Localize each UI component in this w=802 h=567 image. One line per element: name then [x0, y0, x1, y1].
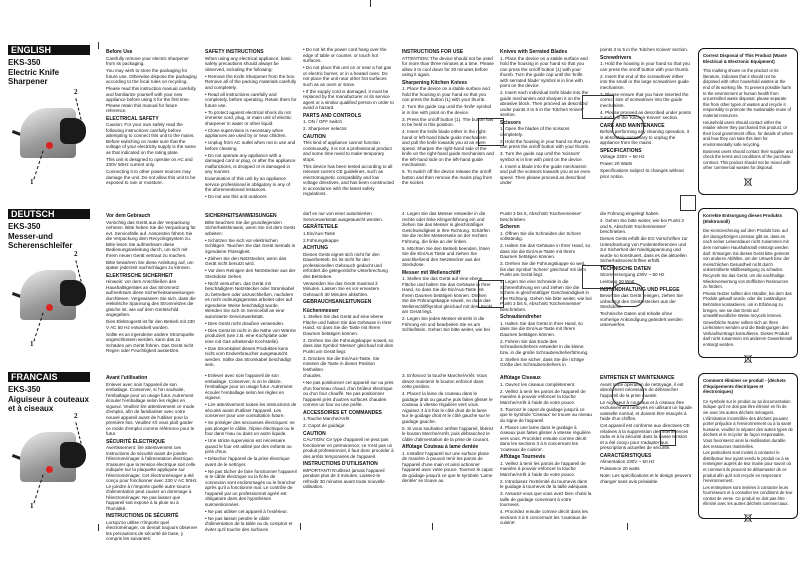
section-heading: Scheren — [500, 224, 520, 230]
fold-mark — [300, 523, 301, 530]
usage-illustration — [660, 430, 676, 446]
fold-mark — [432, 523, 433, 530]
section-heading: PARTS AND CONTROLS — [303, 112, 362, 119]
section-heading: Vor dem Gebrauch — [106, 213, 151, 219]
paragraph: 3. Drücken Sie die Ein/Aus-Taste. Sie müssen die Taste in dieser Position festhalten. — [303, 355, 380, 372]
disposal-notice — [698, 208, 798, 358]
section-heading: Affûtage Ciseaux — [500, 375, 541, 381]
paragraph: Punkt 3 bis 5, Abschnitt 'Küchenmesser' beschrieben. — [500, 211, 582, 222]
paragraph: 1. Stellen Sie das Gerät auf eine ebene Fläche und halten Sie das Gehäuse in Ihrer Hand, so dass Sie die Ein/Aus-Taste mit Ihrem Daumen betätigen können. Drehen Sie die Führungskappe soweit, so dass das Wellenschliffsymbol gleichauf mit dem Punkt am Gerät liegt. — [402, 276, 493, 314]
section-heading: ACHTUNG — [303, 245, 328, 251]
paragraph: • Do not operate any appliance with a damaged cord or plug, or after the appliance malfunctions, is dropped or is damaged in any manner. — [205, 152, 296, 174]
paragraph: 2. Legen Sie jedes Messer einzeln in die Führung ein und bearbeiten Sie es am Schleifstein. Gehen Sie bitte weiter, wie bei — [402, 316, 490, 332]
screwdriver-guide-illustration — [612, 283, 644, 307]
section-heading: TECHNISCHE DATEN — [600, 265, 651, 272]
crossed-bin-icon — [743, 513, 753, 523]
language-header: DEUTSCH — [8, 209, 90, 219]
fold-mark — [98, 524, 99, 531]
text-column — [205, 47, 297, 207]
model-number: EKS-350 — [8, 58, 41, 67]
paragraph: 1.Touche Marche/Arrêt — [303, 416, 350, 421]
paragraph: Die Kennzeichnung auf dem Produkt bzw. auf der dazugehörigen Literatur gibt an, dass es nach seiner Lebensdauer nicht zusammen mit dem normalen Haushaltsmüll entsorgt werden darf. Entsorgen Sie dieses Gerät bitte getrennt von anderen Abfällen, um der Umwelt bzw. der menschlichen Gesundheit nicht durch unkontrollierte Müllbeseitigung zu schaden. Recyceln Sie das Gerät, um die nachhaltige Wiederverwertung von stofflichen Ressourcen zu fördern. — [703, 228, 790, 290]
on-off-switch — [46, 142, 53, 149]
product-image — [12, 412, 97, 512]
paragraph: 3. Assurez-vous que vous avez bien choisi la taille de guidage convenant à votre tournevis. — [500, 491, 592, 507]
language-header: ENGLISH — [8, 45, 90, 55]
paragraph: Sollte es an irgendeine andere Stromquelle angeschlossen werden, kann das zu Schäden am Gerät führen. Das Gerät nicht Regen oder Feuchtigkeit aussetzen. — [106, 331, 195, 353]
paragraph: Gewerbliche Nutzer sollten sich an Ihren Lieferanten wenden und die Bedingungen des Verkaufsvertrags konsultieren. Dieses Produkt darf nicht zusammen mit anderem Gewerbemüll entsorgt werden. — [703, 319, 793, 348]
paragraph: 5. Möchten Sie den Betrieb beenden, lösen Sie die Ein/Aus Taste und ziehen Sie anschließend den Netzstecker aus der Steckdose. — [402, 245, 491, 267]
leader-line — [75, 98, 81, 120]
paragraph: • Dies Gerät nicht draußen verwenden. — [205, 320, 285, 326]
section-heading: GERÄTETEILE — [303, 224, 339, 230]
paragraph: Dieses Gerät eignet sich nicht für den Dauerbetrieb. Es ist nicht für den professionellen Gebrauch gedacht und erfordert die gelegentliche Unterbrechung des Betriebes. — [303, 251, 388, 279]
sharpener-selector — [60, 442, 86, 468]
paragraph: 2. Introduisez l'extrémité du tournevis dans le guidage à tournevis de la taille adéquate. — [500, 478, 589, 489]
paragraph: • Do not place this unit on or near a hot gas or electric burner, or in a heated oven. Do not place the unit near other hot surfaces such as an oven or stove. — [303, 65, 392, 87]
usage-illustration — [582, 265, 614, 289]
paragraph: 1. Veillez à tenir les parois de l'appareil de manière à pouvoir enfoncer la touche Marche/Arrêt à l'aide de votre pouce. — [500, 460, 586, 477]
text-column — [303, 47, 395, 207]
paragraph: Avant toute opération de nettoyage, il est absolument nécessaire de débrancher l'appareil de la prise murale. — [600, 381, 684, 398]
section-heading: SAFETY INSTRUCTIONS — [205, 49, 264, 55]
callout-label: 2 — [74, 250, 78, 258]
paragraph: 3. Press the on/off button (1). The button has to be held in this position. — [402, 116, 494, 127]
text-column — [402, 373, 494, 483]
section-heading: Avant l'utilisation — [106, 375, 148, 381]
paragraph: Cet appareil est conforme aux directives CE relatives à la suppression des interférences radio et à la sécurité dans la basse tension et a été conçu pour s'adapter aux prescriptions actuelles de sécurité. — [600, 423, 690, 450]
section-heading: CARACTÉRISTIQUES — [600, 452, 652, 459]
paragraph: 2. Führen Sie das Ende des Schraubendrehers entweder in die kleine bzw. in die große Schraubendreherführung. — [500, 338, 589, 355]
paragraph: 1. ON / OFF switch — [303, 119, 343, 124]
paragraph: Enlever avec soin l'appareil de son emballage. Conserver, si l'on souhaite, l'emballage pour un usage futur. Autrement écouler l'emballage selon les règles en vigueur. Veuillez lire attentivement ce mode d'emploi, afin de familiariser avec votre nouvel appareil avant de l'utiliser pour la première fois. Veuillez s'il vous plaît garder ce mode d'emploi comme référence pour le futur. — [106, 381, 195, 436]
paragraph: • Enlever avec soin l'appareil de son emballage. Conserver, si on le désire, l'emballage pour un usage futur. Autrement écouler l'emballage selon les règles en vigueur. — [205, 373, 293, 400]
section-heading: INSTANDHALTUNG UND PFLEGE — [600, 286, 680, 293]
section-heading: SICHERHEITSANWEISUNGEN — [205, 213, 277, 219]
paragraph: 4. Please proceed as described under points 3 and 5 in the 'Kitchen Knives' section. — [600, 109, 691, 120]
leader-line — [75, 422, 81, 444]
paragraph: 1. Place the device on a stable surface and hold the housing in your hand so that you can press the button (1) with your thumb. — [402, 86, 490, 102]
paragraph: 2.Führungskappe — [303, 237, 339, 243]
text-column — [303, 373, 395, 489]
paragraph: Lorsqu'on utilise n'importe quel électroménager, on devrait toujours observer les précautions de sécurité de base, y compris les suivantes: — [106, 519, 198, 541]
section-heading: Sharpening Kitchen Knives — [402, 79, 468, 86]
paragraph: 3. Stellen Sie sicher, dass Sie die richtige Größe des Schraubendrehers in — [500, 356, 585, 367]
paragraph: • Do not let the power cord hang over the edge of table or counter, or touch hot surfaces. — [303, 47, 387, 63]
fold-mark — [370, 0, 371, 7]
paragraph: 4. Legen Sie eine Schneide in die Scherenführung ein und ziehen Sie die Schere in gleichmäßiger Geschwindigkeit in Ihre Richtung. Gehen Sie bitte weiter, wie bei Punkt 3 bis 5, Abschnitt 'Küchenmesser' beschrieben. — [500, 279, 592, 312]
paragraph: • Se protéger des secousses électriques: ne pas plonger le câble, l'épine électrique ou le four dans l'eau ou dans un autre liquide. — [205, 420, 295, 436]
paragraph: • If the supply cord is damaged, it must be replaced by the manufacturer or its service agent or a similar qualified person in order to avoid a hazard. — [303, 88, 394, 110]
usage-illustration — [582, 95, 614, 119]
product-image — [12, 250, 97, 350]
paragraph: 4. Insert a blade into the guide mechanism and pull the scissors towards you at an even speed. Then please proceed as described under — [500, 163, 591, 185]
text-column — [106, 373, 198, 541]
text-column — [106, 211, 198, 371]
disposal-title: Comment éliminer ce produit - (déchets d'équipements électriques et électroniques) — [703, 378, 786, 395]
paragraph: Business users should contact their supplier and check the terms and conditions of the purchase contract. This product should not be mixed with other commercial wastes for disposal. — [703, 148, 793, 171]
section-heading: Küchenmesser — [303, 307, 339, 314]
paragraph: 1. Stellen Sie das Gerät auf eine ebene Fläche und halten Sie das Gehäuse in Ihrer Hand, so dass Sie die Taste mit Ihrem Daumen betätigen können. — [303, 314, 392, 336]
section-heading: INSTRUCTIONS D'UTILISATION — [303, 461, 378, 467]
paragraph: Dies Elektrogerät ist für den Betrieb mit 230 V AC 50 Hz entwickelt worden. — [106, 319, 195, 330]
section-heading: CAUTION — [303, 133, 326, 140]
section-heading: Messer mit Wellenschliff — [402, 269, 461, 276]
paragraph: Technische Daten und Inhalte ohne vorherige Ankündigung geändert werden unterwerfen. — [600, 311, 683, 327]
paragraph: • Remove the Knife Sharpener from the box. Remove all of the packing materials carefully and completely. — [205, 73, 297, 90]
paragraph: Le Aiguiseur à couteaux et à ciseaux être exclusivement nettoyés en utilisant un liquide vaisselle normal, et doivent être essuyés à l'aide d'un chiffon. — [600, 399, 692, 421]
callout-label: 2 — [74, 412, 78, 420]
paragraph: IMPORTANT! N'utilisez jamais l'appareil pendant plus de 3 minutes. Laissez-le refroidir 30 minutes avant toute nouvelle utilisation. — [303, 467, 385, 489]
paragraph: chaudes. — [303, 373, 322, 378]
usage-illustration — [478, 118, 504, 146]
disposal-notice — [698, 373, 798, 519]
section-heading: Screwdrivers — [600, 54, 632, 61]
paragraph: darf es nur von einer autorisierten Servicewerkstatt ausgetauscht werden. — [303, 211, 383, 222]
paragraph: • Ne pas laisser pendre le câble d'alimentation de la table ou du comptoir et éviter qu'il touche des surfaces — [205, 515, 293, 532]
paragraph: Ce symbole sur le produit ou sa documentation indique qu'il ne doit pas être éliminé en fin de vie avec les autres déchets ménagers. L'élimination incontrôlée des déchets pouvant porter préjudice à l'environnement ou à la santé humaine, veuillez le séparer des autres types de déchets et le recycler de façon responsable. Vous favoriserez ainsi la réutilisation durable des ressources matérielles. — [703, 398, 793, 449]
paragraph: • Dies Gerät ist nicht in die Nähe von Wärme produziert (wie z.B. eine Kochplatte oder eine mit Gas arbeitende Kochstelle). — [205, 327, 296, 344]
paragraph: Bitte beachten Sie die grundlegenden Sicherheitshinweis, wenn Sie mit dem Gerät arbeiten: — [205, 219, 295, 236]
section-heading: Affûtage Tournevis — [500, 454, 546, 460]
paragraph: • Nicht versuchen, das Gerät mit beschädigtem Netzstecker oder Stromkabel zu betreiben oder anzuschließen, nachdem es nicht ordnungsgemäss arbeitet oder auf irgendeine Weise beschädigt wurde. Wenden Sie sich im Servicefall an eine autorisierte Servicewerkstatt. — [205, 280, 295, 319]
section-heading: Affûtage Couteau à lame dentée — [402, 444, 479, 450]
paragraph: Power 20 Watts — [600, 161, 633, 166]
paragraph: 5. To switch off the device release the on/off button and then remove the mains plug from the socket. — [402, 169, 493, 185]
paragraph: 3. Please ensure that you have inserted the correct size of screwdriver into the guide mechanism. — [600, 91, 689, 108]
paragraph: This unit is designed to operate on AC and 230V 50Hz current only. — [106, 156, 193, 167]
paragraph: Verwenden Sie das Gerät maximal 3 Minuten. Lassen Sie es vor erneutem Gebrauch 30 Minuten abkühlen. — [303, 280, 380, 297]
paragraph: Les entreprises sont invitées à contacter leurs fournisseurs et à consulter les conditions de leur contrat de vente. Ce produit ne doit pas être éliminé avec les autres déchets commerciaux. — [703, 484, 793, 507]
on-off-switch — [46, 466, 53, 473]
text-column — [500, 373, 592, 525]
paragraph: Stromversorgung 230V ~ 50 Hz — [600, 272, 665, 277]
paragraph: 2. Capot de guidage — [303, 423, 345, 428]
paragraph: Before performing any cleaning operation, it is absolutely necessary to unplug the appliance from the mains. — [600, 129, 690, 145]
text-column — [205, 211, 297, 371]
section-heading: GEBRAUCHSANLEITUNGEN — [303, 299, 372, 305]
paragraph: When using any electrical appliance, basic safety precautions should always be observed, including the following: — [205, 55, 292, 72]
paragraph: Hinweis: vor dem Anschließen des Haushaltsgerätes an das Stromnetz aufmerksam diese Sicherheitsanweisungen durchlesen. Vergewissern Sie sich, dass die elektrische Spannung des Stromnetzes die gleiche ist, wie auf dem Gerätschild angegeben. — [106, 279, 196, 317]
sharpener-selector — [60, 118, 86, 144]
paragraph: 4. Procédez ensuite comme décrit dans les sections 3 à 5 concernant les 'couteaux de cuisine'. — [500, 509, 588, 525]
paragraph: Leistung 20 Watt — [600, 279, 635, 284]
paragraph: 2. Halten Sie das Gehäuse in Ihrer Hand, so dass Sie die Ein/Aus-Taste mit Ihrem Daumen betätigen können. — [500, 243, 591, 259]
paragraph: 3. Tournez le capot de guidage jusqu'à ce que le symbole 'Ciseaux' se trouve au niveau du signe de l'appareil. — [500, 406, 592, 423]
paragraph: 4. Insert the knife blade either in the right-hand or left-hand blade guide mechanism and pull the knife towards you at an even speed. Sharpen the right-hand side of the knife on the right-hand guide mechanism and the left-hand side on the left-hand guide mechanism. — [402, 129, 494, 167]
paragraph: 1. Halten Sie das Gerät in Ihrer Hand, so dass Sie die Ein/Aus-Taste mit Ihrem Daumen betätigen können. — [500, 320, 583, 337]
paragraph: 2. Hold the housing in your hand so that you can press the on/off button with your thumb. — [500, 138, 590, 149]
paragraph: Puissance 20 watts — [600, 466, 640, 471]
on-off-switch — [46, 304, 53, 311]
usage-illustration — [680, 195, 696, 211]
sharpener-selector — [60, 280, 86, 306]
paragraph: • Ne pas positionner cet appareil sur ou près d'un fourneau chaud, d'un brûleur électrique ou d'un four chauffé. Ne pas positionner l'appareil près d'autres surfaces chaudes comme un four ou une poêle. — [303, 380, 394, 407]
paragraph: 4. Placez une lame dans le guidage à ciseaux puis faites glisser à vitesse régulière vers vous. Procédez ensuite comme décrit dans les sections 3 à 5 concernant les 'couteaux de cuisine'. — [500, 424, 591, 452]
fold-mark — [98, 42, 99, 49]
paragraph: • Une stricte supervision est nécessaire quand le four est utilisé par des enfants ou près d'eux. — [205, 438, 292, 454]
paragraph: • Das Stromkabel dieses Produktes kann nicht vom Endverbraucher ausgetauscht werden. Sollte das Stromkabel beschädigt sein, — [205, 345, 291, 367]
paragraph: • Ziehen Sie den Netzstecker, wenn das Gerät nicht benutzt wird. — [205, 255, 287, 266]
paragraph: Dieses Gerät erfüllt die EG Vorschriften zur Unterdrückung von Funkinterferenzen und zur Sicherheit der Niedrigspannung und wurde so konstruiert, dass es die aktuellen Sicherheitsvorschriften erfüllt. — [600, 236, 688, 263]
paragraph: • Do not use this unit outdoors. — [205, 194, 268, 199]
paragraph: • Détacher l'appareil de la prise électrique avant de le nettoyer. — [205, 456, 290, 467]
paragraph: • Vor dem Reinigen den Netzstecker aus der Steckdose ziehen. — [205, 268, 296, 279]
paragraph: • Schützen Sie sich vor elektrischen Schlägen. Tauchen Sie das Gerät niemals in irgendeine Flüssigkeit. — [205, 237, 296, 254]
paragraph: Examination of this unit by an appliance service professional is obligatory in any of the aforementioned instances. — [205, 176, 291, 192]
product-title: Electric Knife Sharpener — [8, 68, 60, 86]
crossed-bin-icon — [743, 354, 753, 364]
product-title: Messer-und Scherenschleifer — [8, 232, 73, 250]
paragraph: 2. Turn the guide cap until the 'knife' symbol is in line with point on the device. — [402, 104, 492, 115]
paragraph: • Ne pas tâcher de faire fonctionner l'appareil si le câble électrique ou la fiche de connexion sont endommagés ou le brancher après qu'il a fonctionné mal. Le contrôle de l'appareil par un professionnel agréé est obligatoire dans des hypothèses susmentionnées. — [205, 468, 297, 507]
paragraph: 2. Sharpener selector — [303, 126, 347, 131]
paragraph: Carefully remove your electric sharpener from its packaging. — [106, 55, 189, 66]
paragraph: Avertissement: lire attentivement ces instructions de sécurité avant de joindre l'électroménager à l'alimentation électrique. S'assurer que la tension électrique soit celle indiquée sur la plaquette appliquée sur l'électroménager. Cet électroménager a été conçu pour fonctionner avec 230 V AC 50Hz. Le joindre à n'importe quelle autre source d'alimentation peut causer un dommage à l'électroménager. Ne pas laisser que l'appareil soit exposé à la pluie ou à l'humidité. — [106, 445, 198, 511]
paragraph: Bitte bewahren Sie diese Anleitung auf, um später jederzeit nachschlagen zu können. — [106, 259, 194, 270]
paragraph: 1. Öffnen Sie die Schneiden der Schere vollständig. — [500, 230, 581, 241]
paragraph: ATTENTION: The device should not be used for more than three minutes at a time. Please allow it to cool down for 30 minutes before using it again. — [402, 55, 494, 77]
callout-label: 1 — [30, 502, 34, 510]
paragraph: • Ne pas utiliser cet appareil à l'extérieur. — [205, 508, 288, 514]
paragraph: Please read this instruction manual carefully and familiarize yourself with your new appliance before using it for the first time. Please retain this manual for future reference. — [106, 86, 196, 113]
section-heading: ACCESSOIRES ET COMMANDES — [303, 409, 382, 416]
callout-label: 1 — [30, 340, 34, 348]
paragraph: • Lire attentivement toutes les instructions de sécurité avant d'utiliser l'appareil. Les conserver pour une consultation future. — [205, 402, 297, 418]
section-heading: Schraubendreher — [500, 314, 542, 320]
paragraph: 3. Turn the guide cap until the 'scissors' symbol is in line with point on the device. — [500, 151, 583, 162]
text-column — [303, 211, 395, 371]
callout-label: 1 — [30, 178, 34, 186]
disposal-notice — [698, 48, 798, 195]
paragraph: • To protect against electrical shock do not immerse cord, plug, or main unit of electric sharpener in water or other liquid. — [205, 109, 292, 126]
section-heading: Knives with Serrated Blades — [500, 49, 568, 55]
fold-mark — [627, 523, 628, 530]
screwdriver-guide-illustration — [612, 115, 644, 139]
product-title: Aiguiseur à couteaux et à ciseaux — [8, 395, 89, 413]
section-heading: Scissors — [500, 119, 521, 126]
paragraph: Voltage 230V ~ 50 Hz — [600, 154, 645, 159]
section-heading: CARE AND MAINTENANCE — [600, 122, 665, 129]
disposal-title: Correct Disposal of This Product (Waste Electrical & Electronic Equipment) — [703, 53, 788, 64]
paragraph: This marking shown on the product or its literature, indicates that it should not be disposed with other household wastes at the end of its working life. To prevent possible harm to the environment or human health from uncontrolled waste disposal, please separate this from other types of wastes and recycle it responsibly to promote the sustainable reuse of material resources. — [703, 68, 792, 118]
leader-line — [75, 260, 81, 282]
paragraph: Note: Les spécifications et le design peuvent changer sans avis préalable. — [600, 473, 691, 484]
paragraph: Household users should contact either the retailer where they purchased this product, or their local government office, for details of where and how they can take this item for environmentally safe recycling. — [703, 119, 794, 147]
section-heading: CAUTION — [303, 430, 326, 437]
paragraph: Alimentation 230V ~ 50 Hz — [600, 459, 655, 464]
paragraph: die Führung eingelegt haben. — [600, 211, 660, 216]
screwdriver-guide-illustration — [612, 382, 644, 406]
model-number: EKS-350 — [8, 385, 41, 394]
section-heading: ELEKTRISCHE SICHERHEIT — [106, 272, 173, 279]
paragraph: 1. Installez l'appareil sur une surface plane de manière à pouvoir tenir les parois de l'appareil d'une main et ainsi actionner l'appareil avec votre pouce. Tournez le capot de guidage jusqu'à ce que le symbole 'Lame dentée' se trouve au — [402, 450, 493, 483]
paragraph: 3. Enfoncez la touche Marche/Arrêt. Vous devez maintenir le bouton enfoncé dans cette position. — [402, 373, 487, 389]
text-column — [106, 47, 198, 207]
paragraph: Les particuliers sont invités à contacter le distributeur leur ayant vendu le produit ou à se renseigner auprès de leur mairie pour savoir où et comment ils peuvent se débarrasser de ce produit afin qu'il soit recyclé en respectant l'environnement. — [703, 450, 791, 484]
paragraph: • Read all instructions carefully and completely, before operating. Retain them for future use. — [205, 91, 297, 108]
paragraph: 1. Ouvrez les ciseaux complètement. — [500, 381, 576, 387]
paragraph: Specifications subject to changes without prior notice. — [600, 168, 684, 179]
section-heading: INSTRUCTIONS FOR USE — [402, 49, 464, 55]
text-column — [500, 47, 592, 207]
text-column — [205, 373, 297, 532]
paragraph: Bevor Sie das Gerät reinigen, ziehen Sie unbedingt den Gerätestecker aus der Steckdose. — [600, 293, 683, 309]
paragraph: 2. Insert each individual knife blade into the guide mechanism and sharpen it on the abrasive block. Then proceed as described under points 3 to 5 in the 'Kitchen Knives' section. — [500, 90, 589, 117]
section-heading: SÉCURITÉ ÉLECTRIQUE — [106, 438, 165, 445]
section-heading: ELECTRICAL SAFETY — [106, 115, 159, 122]
paragraph: 2. Insert the end of the screwdriver either into the small or the large screwdriver guide mechanism. — [600, 73, 689, 90]
section-heading: Before Use — [106, 49, 133, 55]
paragraph: Vorsichtig das Gerät aus der Verpackung nehmen. Bitte heben Sie die Verpackung für evt. Servicefälle auf. Ansonsten führen Sie die Verpackung dem Recyclingsystem zu. Bitte lesen Sie aufmerksam diese Bedienungsanleitung durch, um sich mit Ihrem neuen Gerät vertraut zu machen. — [106, 219, 196, 258]
text-column — [500, 211, 592, 371]
section-heading: ENTRETIEN ET MAINTENANCE — [600, 375, 675, 381]
section-heading: INSTRUCTIONS DE SÉCURITÉ — [106, 513, 179, 519]
paragraph: Connecting it to other power sources may damage the unit. Do not allow this unit to be exposed to rain or moisture. — [106, 169, 196, 185]
paragraph: 3. Drehen Sie die Führungskappe so weit, bis das Symbol 'Schere' gleichauf mit dem Punkt am Gerät liegt. — [500, 261, 587, 277]
paragraph: This kind of appliance cannot function continuously, it is not a professional product and some time need to make temporary stops. — [303, 140, 392, 162]
paragraph: 5. Si vous souhaitez arrêter l'appareil, libérez le bouton Marche/Arrêt, puis débranchez le câble d'alimentation de la prise de courant. — [402, 425, 494, 442]
paragraph: 4. Gehen Sie bitte weiter, wie bei Punkt 3 und 5, Abschnitt 'Küchenmesser' beschrieben. — [600, 218, 684, 234]
language-header: FRANCAIS — [8, 372, 90, 382]
section-heading: SPECIFICATIONS — [600, 147, 642, 154]
paragraph: 4. Legen Sie das Messer entweder in die rechte oder linke Klingenführung ein und ziehen Sie das Messer in gleichmäßiger Geschwindigkeit in Ihre Richtung. Schärfen Sie die rechte Messerseite an der rechten Führung, die linke an der linken. — [402, 211, 490, 244]
paragraph: • Unplug from AC outlet when not in use and before cleaning. — [205, 140, 296, 151]
disposal-title: Korrekte Entsorgung dieses Produkts (Elektromüll) — [703, 213, 783, 224]
paragraph: Private Nutzer sollten den Händler, bei dem das Produkt gekauft wurde, oder die zuständigen Behörden kontaktieren, um in Erfahrung zu bringen, wie sie das Gerät auf umweltfreundliche Weise recyceln können. — [703, 290, 792, 319]
product-image — [12, 88, 97, 188]
paragraph: 1. Hold the housing in your hand so that you can press the on/off button with your thumb. — [600, 61, 690, 72]
paragraph: This device has been tested according to all relevant current CE guidelines, such as electromagnetic compatibility and low voltage directives, and has been constructed in accordance with the latest safety regulations. — [303, 163, 394, 196]
paragraph: • Close supervision is necessary when appliances are used by or near children. — [205, 127, 287, 138]
paragraph: Caution: For your own safety read the following instructions carefully before attempting to connect this unit to the mains. Before switching on make sure that the voltage of your electricity supply is the same as that indicated on the rating plate. — [106, 122, 196, 155]
paragraph: 2. Drehen Sie die Führungskappe soweit, so dass das Symbol 'Messer' gleichauf mit dem Punkt am Gerät liegt. — [303, 337, 394, 354]
crossed-bin-icon — [743, 177, 753, 187]
usage-illustration — [478, 280, 504, 308]
callout-label: 2 — [74, 88, 78, 96]
paragraph: You may wish to store the packaging for future use. Otherwise dispose the packaging according to the local rules on recycling. — [106, 68, 197, 84]
paragraph: 1. Open the blades of the scissors completely. — [500, 126, 570, 137]
paragraph: 1.Ein/Aus-Taste — [303, 230, 336, 236]
paragraph: 1. Place the device on a stable surface and hold the housing in your hand so that you can press the on/off button (1) with your thumb. Turn the guide cap until the 'knife with serrated blade' symbol is in line with point on the device. — [500, 55, 588, 88]
paragraph: CAUTION: Ce type d'appareil ne peut pas fonctionner en permanence; ce n'est pas un produit professionnel, il faut donc procéder à des arrêts temporaires de l'appareil. — [303, 437, 394, 459]
model-number: EKS-350 — [8, 222, 41, 231]
paragraph: 4. Placez la lame du couteau dans le guidage droit ou gauche puis faites glisser le couteau à vitesse régulière vers vous. Aiguisez 4 à 5 fois le côté droit de la lame sur le guidage droit et le côté gauche sur le guidage gauche. — [402, 391, 493, 424]
paragraph: points 3 to 5 in the 'Kitchen Knives' section. — [600, 47, 689, 52]
paragraph: 2. Veillez à tenir les parois de l'appareil de manière à pouvoir enfoncer la touche Marche/Arrêt à l'aide de votre pouce. — [500, 388, 586, 405]
